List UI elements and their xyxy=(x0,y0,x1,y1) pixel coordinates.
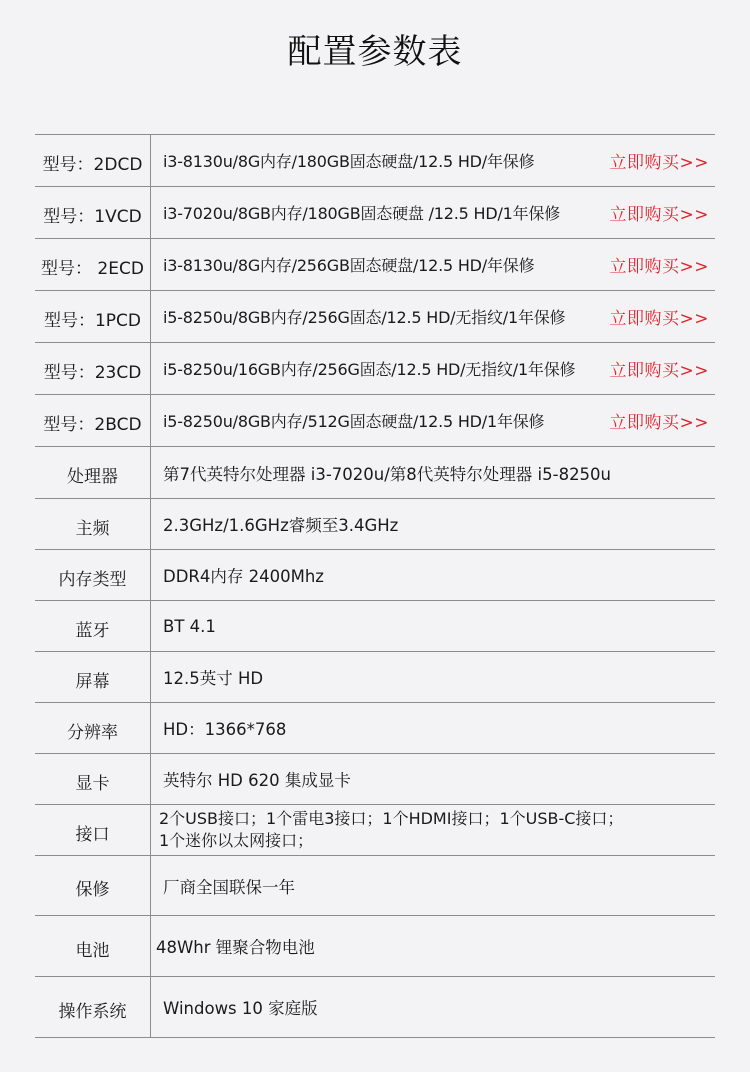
page-title: 配置参数表 xyxy=(287,32,463,72)
spec-value: 英特尔 HD 620 集成显卡 xyxy=(163,771,351,790)
spec-label: 接口 xyxy=(35,805,151,855)
model-label: 型号：1VCD xyxy=(35,187,151,238)
spec-label: 屏幕 xyxy=(35,652,151,702)
model-row xyxy=(35,187,715,239)
spec-row-battery xyxy=(35,916,715,977)
model-row xyxy=(35,343,715,395)
spec-table xyxy=(35,134,715,1038)
spec-value: 2.3GHz/1.6GHz睿频至3.4GHz xyxy=(163,516,399,535)
model-row xyxy=(35,395,715,447)
model-spec: i5-8250u/8GB内存/256G固态/12.5 HD/无指纹/1年保修 xyxy=(163,308,566,327)
spec-row-graphics xyxy=(35,754,715,805)
spec-label: 电池 xyxy=(35,916,151,976)
spec-label: 显卡 xyxy=(35,754,151,804)
spec-row-frequency xyxy=(35,499,715,550)
spec-value: 厂商全国联保一年 xyxy=(163,877,295,897)
spec-label: 处理器 xyxy=(35,447,151,498)
model-label: 型号： 2ECD xyxy=(35,239,151,290)
spec-row-os xyxy=(35,977,715,1038)
buy-now-link[interactable]: 立即购买>> xyxy=(609,413,709,433)
model-label: 型号：2DCD xyxy=(35,135,151,186)
spec-value: 12.5英寸 HD xyxy=(163,669,264,688)
spec-label: 主频 xyxy=(35,499,151,549)
model-row xyxy=(35,239,715,291)
spec-row-cpu xyxy=(35,447,715,499)
spec-row-resolution xyxy=(35,703,715,754)
spec-row-warranty xyxy=(35,856,715,916)
spec-value: 48Whr 锂聚合物电池 xyxy=(156,938,315,957)
spec-row-screen xyxy=(35,652,715,703)
model-spec: i5-8250u/8GB内存/512G固态硬盘/12.5 HD/1年保修 xyxy=(163,412,545,431)
spec-value xyxy=(151,805,715,855)
spec-row-ports xyxy=(35,805,715,856)
model-label: 型号：1PCD xyxy=(35,291,151,342)
spec-value: 第7代英特尔处理器 i3-7020u/第8代英特尔处理器 i5-8250u xyxy=(163,464,612,484)
spec-label: 保修 xyxy=(35,856,151,915)
buy-now-link[interactable]: 立即购买>> xyxy=(609,257,709,277)
spec-value: DDR4内存 2400Mhz xyxy=(163,567,324,586)
model-spec: i3-8130u/8G内存/256GB固态硬盘/12.5 HD/年保修 xyxy=(163,256,535,275)
spec-label: 操作系统 xyxy=(35,977,151,1037)
buy-now-link[interactable]: 立即购买>> xyxy=(609,153,709,173)
model-spec: i5-8250u/16GB内存/256G固态/12.5 HD/无指纹/1年保修 xyxy=(163,360,576,379)
buy-now-link[interactable]: 立即购买>> xyxy=(609,361,709,381)
model-label: 型号：2BCD xyxy=(35,395,151,446)
spec-label: 蓝牙 xyxy=(35,601,151,651)
ports-line-1: 2个USB接口；1个雷电3接口；1个HDMI接口；1个USB-C接口； xyxy=(159,809,624,828)
model-row xyxy=(35,135,715,187)
model-label: 型号：23CD xyxy=(35,343,151,394)
spec-value: Windows 10 家庭版 xyxy=(163,999,318,1018)
ports-line-2: 1个迷你以太网接口； xyxy=(159,831,314,850)
buy-now-link[interactable]: 立即购买>> xyxy=(609,205,709,225)
spec-value: HD：1366*768 xyxy=(163,720,287,739)
model-row xyxy=(35,291,715,343)
spec-label: 分辨率 xyxy=(35,703,151,753)
model-spec: i3-7020u/8GB内存/180GB固态硬盘 /12.5 HD/1年保修 xyxy=(163,204,561,223)
buy-now-link[interactable]: 立即购买>> xyxy=(609,309,709,329)
spec-row-memory-type xyxy=(35,550,715,601)
model-spec: i3-8130u/8G内存/180GB固态硬盘/12.5 HD/年保修 xyxy=(163,152,535,171)
spec-row-bluetooth xyxy=(35,601,715,652)
spec-value: BT 4.1 xyxy=(163,616,216,636)
spec-label: 内存类型 xyxy=(35,550,151,600)
